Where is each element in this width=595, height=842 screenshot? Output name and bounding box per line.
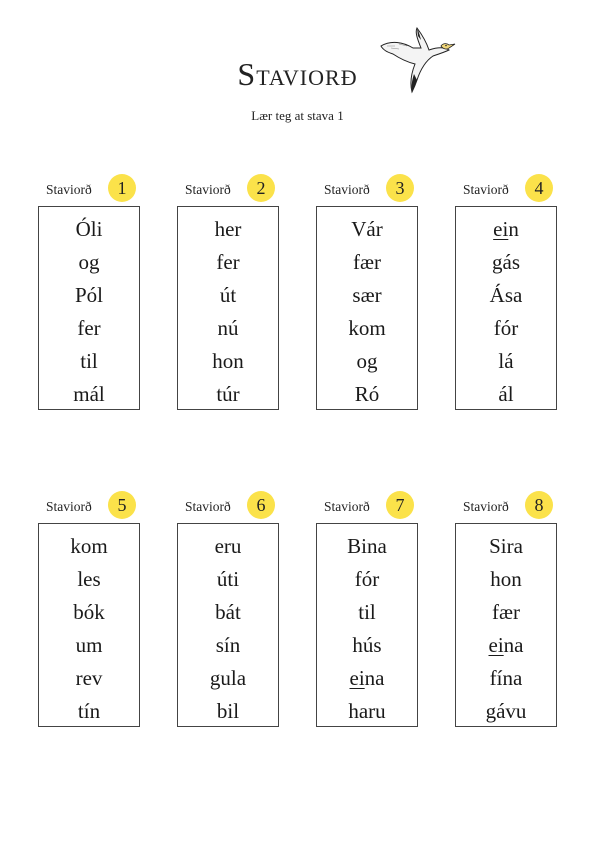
word-list-box bbox=[38, 206, 140, 410]
word-card bbox=[316, 174, 420, 406]
card-label: Staviorð bbox=[185, 182, 231, 197]
word-item bbox=[178, 695, 278, 728]
word-text: mál bbox=[73, 382, 105, 406]
word-item bbox=[317, 629, 417, 662]
word-text: fína bbox=[489, 666, 523, 690]
word-item bbox=[39, 378, 139, 411]
word-item bbox=[178, 662, 278, 695]
word-item bbox=[317, 378, 417, 411]
word-text: fór bbox=[354, 567, 380, 591]
word-text: bók bbox=[73, 600, 105, 624]
card-number-badge: 7 bbox=[386, 491, 414, 519]
card-label: Staviorð bbox=[463, 182, 509, 197]
word-list bbox=[456, 207, 556, 411]
word-text: og bbox=[356, 349, 378, 373]
word-card bbox=[38, 491, 142, 723]
card-number-badge: 6 bbox=[247, 491, 275, 519]
word-item bbox=[317, 279, 417, 312]
page-subtitle: Lær teg at stava 1 bbox=[251, 108, 344, 123]
word-item bbox=[317, 246, 417, 279]
word-list bbox=[456, 524, 556, 728]
word-item bbox=[39, 345, 139, 378]
word-text: lá bbox=[498, 349, 514, 373]
underlined-letters: ei bbox=[488, 633, 504, 657]
word-item bbox=[456, 378, 556, 411]
card-header bbox=[455, 174, 559, 202]
word-text: fer bbox=[77, 316, 101, 340]
word-item bbox=[456, 695, 556, 728]
word-item bbox=[317, 213, 417, 246]
word-text: hon bbox=[212, 349, 244, 373]
card-label: Staviorð bbox=[46, 182, 92, 197]
word-item bbox=[317, 530, 417, 563]
word-text: bil bbox=[216, 699, 240, 723]
word-text: sín bbox=[215, 633, 241, 657]
word-list-box bbox=[177, 523, 279, 727]
word-text: fær bbox=[492, 600, 520, 624]
card-header bbox=[316, 491, 420, 519]
word-item bbox=[178, 246, 278, 279]
word-text: Bina bbox=[347, 534, 387, 558]
word-item bbox=[178, 213, 278, 246]
word-text: Sira bbox=[489, 534, 523, 558]
word-item bbox=[317, 695, 417, 728]
word-text: les bbox=[77, 567, 101, 591]
word-text: Vár bbox=[351, 217, 383, 241]
word-item bbox=[39, 279, 139, 312]
word-text: hús bbox=[352, 633, 382, 657]
card-label: Staviorð bbox=[324, 182, 370, 197]
card-label: Staviorð bbox=[463, 499, 509, 514]
word-text: nú bbox=[217, 316, 239, 340]
word-item bbox=[39, 563, 139, 596]
word-text: tín bbox=[77, 699, 101, 723]
word-item bbox=[456, 213, 556, 246]
word-text: Ása bbox=[489, 283, 523, 307]
word-text: Óli bbox=[75, 217, 103, 241]
word-list-box bbox=[38, 523, 140, 727]
card-header bbox=[455, 491, 559, 519]
word-item bbox=[456, 662, 556, 695]
card-number-badge: 5 bbox=[108, 491, 136, 519]
word-list bbox=[317, 207, 417, 411]
word-list-box bbox=[177, 206, 279, 410]
card-number-badge: 1 bbox=[108, 174, 136, 202]
word-item bbox=[456, 312, 556, 345]
word-card bbox=[38, 174, 142, 406]
card-number-badge: 4 bbox=[525, 174, 553, 202]
word-card bbox=[455, 491, 559, 723]
page-title: Staviorð bbox=[237, 56, 358, 92]
word-text: bát bbox=[215, 600, 241, 624]
word-text: n bbox=[508, 217, 519, 241]
word-text: fær bbox=[353, 250, 381, 274]
word-text: til bbox=[80, 349, 98, 373]
word-text: gás bbox=[492, 250, 520, 274]
word-text: kom bbox=[348, 316, 386, 340]
word-text: og bbox=[78, 250, 100, 274]
word-item bbox=[39, 312, 139, 345]
word-item bbox=[39, 695, 139, 728]
word-item bbox=[178, 596, 278, 629]
word-list bbox=[178, 524, 278, 728]
word-text: gávu bbox=[485, 699, 527, 723]
word-text: um bbox=[75, 633, 103, 657]
word-item bbox=[39, 662, 139, 695]
word-list-box bbox=[316, 206, 418, 410]
word-item bbox=[39, 596, 139, 629]
word-text: sær bbox=[352, 283, 382, 307]
word-item bbox=[178, 530, 278, 563]
word-card bbox=[455, 174, 559, 406]
word-text: na bbox=[503, 633, 524, 657]
word-list bbox=[178, 207, 278, 411]
card-number-badge: 3 bbox=[386, 174, 414, 202]
word-text: gula bbox=[209, 666, 247, 690]
word-list-box bbox=[316, 523, 418, 727]
word-list bbox=[39, 207, 139, 411]
underlined-letters: ei bbox=[349, 666, 365, 690]
word-text: rev bbox=[75, 666, 103, 690]
word-item bbox=[317, 345, 417, 378]
card-header bbox=[316, 174, 420, 202]
card-header bbox=[177, 174, 281, 202]
card-number-badge: 8 bbox=[525, 491, 553, 519]
word-text: haru bbox=[348, 699, 386, 723]
card-header bbox=[177, 491, 281, 519]
word-item bbox=[178, 312, 278, 345]
word-card bbox=[316, 491, 420, 723]
word-text: Ró bbox=[354, 382, 380, 406]
card-header bbox=[38, 174, 142, 202]
card-label: Staviorð bbox=[324, 499, 370, 514]
word-item bbox=[317, 596, 417, 629]
card-label: Staviorð bbox=[185, 499, 231, 514]
word-list-box bbox=[455, 206, 557, 410]
word-text: eru bbox=[214, 534, 242, 558]
word-item bbox=[456, 596, 556, 629]
gannet-bird-icon bbox=[377, 24, 457, 94]
word-item bbox=[178, 629, 278, 662]
word-item bbox=[456, 563, 556, 596]
word-text: úti bbox=[216, 567, 240, 591]
word-item bbox=[456, 629, 556, 662]
word-item bbox=[456, 345, 556, 378]
card-label: Staviorð bbox=[46, 499, 92, 514]
word-item bbox=[178, 378, 278, 411]
word-text: hon bbox=[490, 567, 522, 591]
word-item bbox=[39, 246, 139, 279]
word-list bbox=[39, 524, 139, 728]
word-text: út bbox=[219, 283, 237, 307]
word-item bbox=[456, 530, 556, 563]
word-text: kom bbox=[70, 534, 108, 558]
word-text: na bbox=[364, 666, 385, 690]
word-item bbox=[317, 563, 417, 596]
word-card bbox=[177, 174, 281, 406]
card-header bbox=[38, 491, 142, 519]
word-item bbox=[39, 213, 139, 246]
word-text: fer bbox=[216, 250, 240, 274]
word-text: túr bbox=[216, 382, 240, 406]
word-text: fór bbox=[493, 316, 519, 340]
word-item bbox=[317, 312, 417, 345]
word-item bbox=[39, 530, 139, 563]
word-list-box bbox=[455, 523, 557, 727]
word-text: her bbox=[214, 217, 242, 241]
word-list bbox=[317, 524, 417, 728]
word-item bbox=[39, 629, 139, 662]
word-text: ál bbox=[498, 382, 514, 406]
underlined-letters: ei bbox=[493, 217, 509, 241]
word-item bbox=[178, 563, 278, 596]
word-text: Pól bbox=[74, 283, 103, 307]
word-item bbox=[317, 662, 417, 695]
word-text: til bbox=[358, 600, 376, 624]
word-item bbox=[178, 345, 278, 378]
word-item bbox=[456, 279, 556, 312]
word-item bbox=[456, 246, 556, 279]
word-card bbox=[177, 491, 281, 723]
card-number-badge: 2 bbox=[247, 174, 275, 202]
word-item bbox=[178, 279, 278, 312]
